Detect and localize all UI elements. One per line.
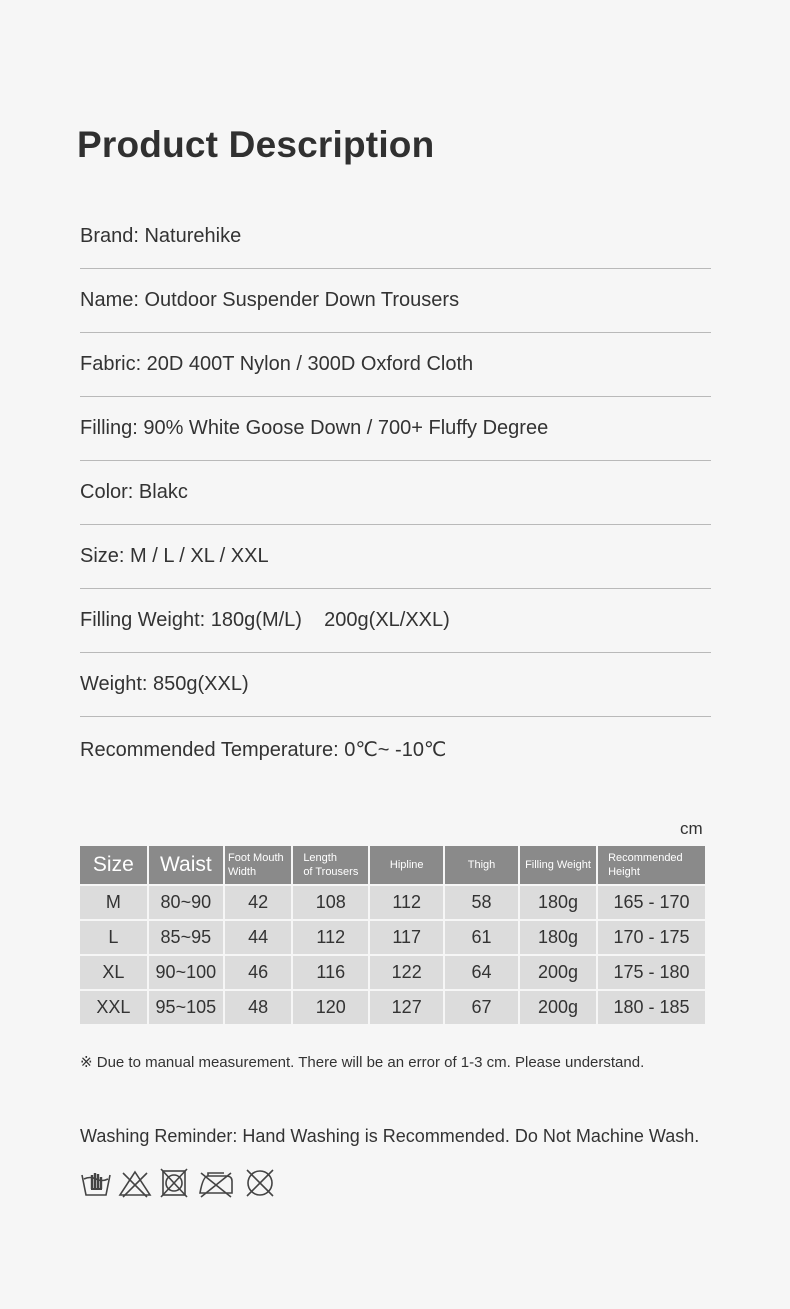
spec-filling-weight: Filling Weight: 180g(M/L) 200g(XL/XXL) <box>80 589 711 653</box>
table-cell: 95~105 <box>149 991 223 1026</box>
table-cell: 180g <box>520 886 596 921</box>
table-cell: 80~90 <box>149 886 223 921</box>
table-cell: 112 <box>370 886 443 921</box>
do-not-tumble-dry-icon <box>158 1167 190 1199</box>
spec-color: Color: Blakc <box>80 461 711 525</box>
table-cell: 44 <box>225 921 291 956</box>
col-filling-weight: Filling Weight <box>520 846 596 886</box>
table-cell: 127 <box>370 991 443 1026</box>
spec-size: Size: M / L / XL / XXL <box>80 525 711 589</box>
table-cell: 58 <box>445 886 518 921</box>
hand-wash-icon <box>80 1167 112 1199</box>
measurement-note: ※ Due to manual measurement. There will be an error of 1-3 cm. Please understand. <box>80 1054 645 1071</box>
do-not-bleach-icon <box>118 1167 152 1199</box>
table-cell: 64 <box>445 956 518 991</box>
table-cell: 46 <box>225 956 291 991</box>
table-cell: 180 - 185 <box>598 991 705 1026</box>
spec-list <box>80 205 711 781</box>
table-cell: 48 <box>225 991 291 1026</box>
table-cell: 200g <box>520 991 596 1026</box>
table-cell: 108 <box>293 886 368 921</box>
col-thigh: Thigh <box>445 846 518 886</box>
col-length: Length of Trousers <box>293 846 368 886</box>
table-cell: 170 - 175 <box>598 921 705 956</box>
spec-filling: Filling: 90% White Goose Down / 700+ Fluffy Degree <box>80 397 711 461</box>
unit-label: cm <box>680 819 703 838</box>
size-chart <box>78 846 707 1026</box>
table-cell: XXL <box>80 991 147 1026</box>
do-not-dry-clean-icon <box>242 1167 278 1199</box>
care-icons <box>80 1167 278 1199</box>
table-cell: 42 <box>225 886 291 921</box>
washing-reminder: Washing Reminder: Hand Washing is Recommended. Do Not Machine Wash. <box>80 1126 700 1146</box>
table-cell: 180g <box>520 921 596 956</box>
col-hipline: Hipline <box>370 846 443 886</box>
col-size: Size <box>80 846 147 886</box>
table-cell: 175 - 180 <box>598 956 705 991</box>
col-waist: Waist <box>149 846 223 886</box>
table-row <box>80 886 705 921</box>
table-cell: 112 <box>293 921 368 956</box>
table-cell: 200g <box>520 956 596 991</box>
table-row <box>80 956 705 991</box>
table-cell: 165 - 170 <box>598 886 705 921</box>
table-cell: 85~95 <box>149 921 223 956</box>
spec-temperature: Recommended Temperature: 0℃~ -10℃ <box>80 738 447 761</box>
table-cell: 122 <box>370 956 443 991</box>
table-row <box>80 921 705 956</box>
table-cell: 116 <box>293 956 368 991</box>
table-cell: 67 <box>445 991 518 1026</box>
table-cell: L <box>80 921 147 956</box>
do-not-iron-icon <box>196 1167 236 1199</box>
spec-fabric: Fabric: 20D 400T Nylon / 300D Oxford Cloth <box>80 333 711 397</box>
spec-name: Name: Outdoor Suspender Down Trousers <box>80 269 711 333</box>
col-foot-mouth: Foot Mouth Width <box>225 846 291 886</box>
table-cell: XL <box>80 956 147 991</box>
spec-brand: Brand: Naturehike <box>80 205 711 269</box>
table-cell: 117 <box>370 921 443 956</box>
table-cell: 120 <box>293 991 368 1026</box>
table-row <box>80 991 705 1026</box>
table-cell: M <box>80 886 147 921</box>
size-chart-header <box>80 846 705 886</box>
page-title: Product Description <box>77 124 435 165</box>
table-cell: 61 <box>445 921 518 956</box>
col-recommended-height: Recommended Height <box>598 846 705 886</box>
spec-weight: Weight: 850g(XXL) <box>80 653 711 717</box>
table-cell: 90~100 <box>149 956 223 991</box>
